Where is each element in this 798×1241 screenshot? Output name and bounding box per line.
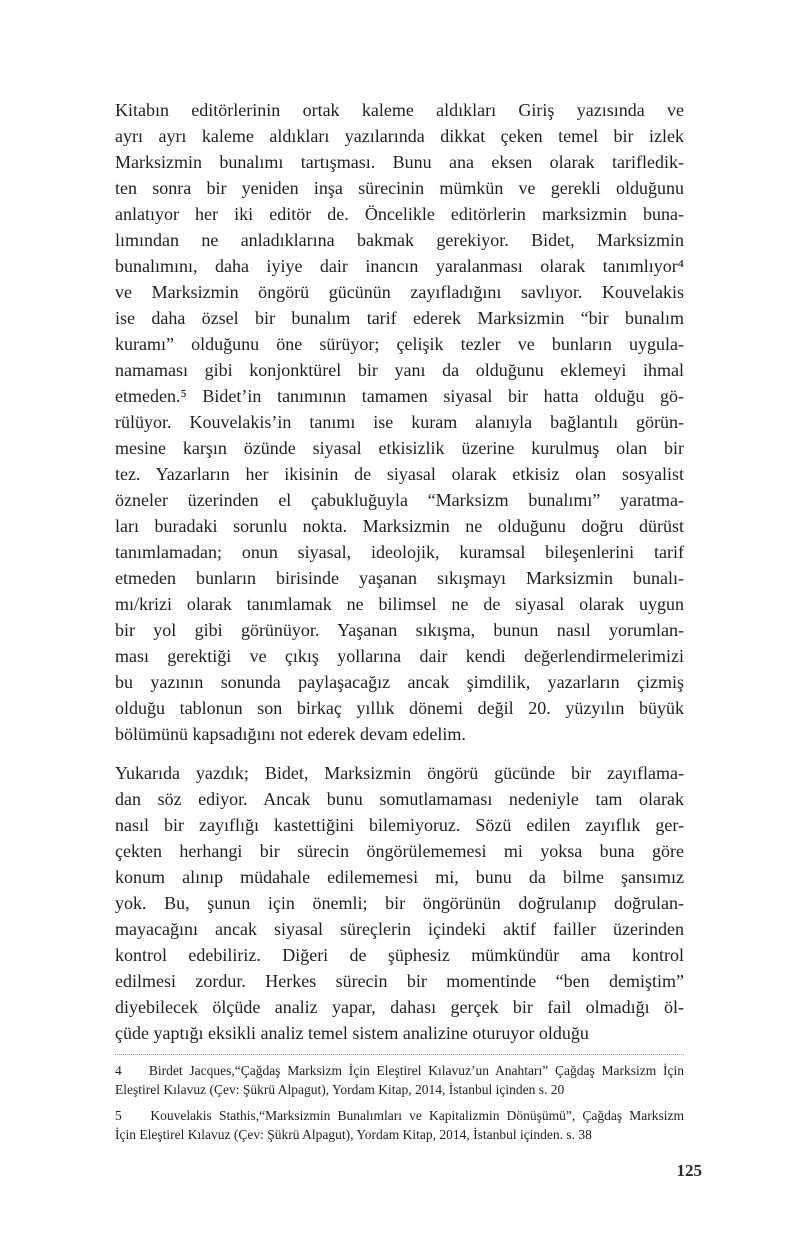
text-line: kontrol edebiliriz. Diğeri de şüphesiz mümkündür ama kontrol	[115, 945, 684, 965]
footnote-5	[115, 1106, 684, 1144]
text-line: bu yazının sonunda paylaşacağız ancak şimdilik, yazarların çizmiş	[115, 672, 684, 692]
text-line: dan söz ediyor. Ancak bunu somutlamaması nedeniyle tam olarak	[115, 789, 684, 809]
text-line: anlatıyor her iki editör de. Öncelikle editörlerin marksizmin buna-	[115, 204, 684, 224]
text-line: ise daha özsel bir bunalım tarif ederek Marksizmin “bir bunalım	[115, 308, 684, 328]
text-line: ten sonra bir yeniden inşa sürecinin mümkün ve gerekli olduğunu	[115, 178, 684, 198]
text-line: Eleştirel Kılavuz (Çev: Şükrü Alpagut), Yordam Kitap, 2014, İstanbul içinden s. 20	[115, 1082, 565, 1097]
text-line: çüde yaptığı eksikli analiz temel sistem analizine oturuyor olduğu	[115, 1023, 589, 1043]
text-line: lımından ne anladıklarına bakmak gerekiyor. Bidet, Marksizmin	[115, 230, 684, 250]
text-line: ayrı ayrı kaleme aldıkları yazılarında dikkat çeken temel bir izlek	[115, 126, 684, 146]
text-line: bir yol gibi görünüyor. Yaşanan sıkışma, bunun nasıl yorumlan-	[115, 620, 684, 640]
text-line: tez. Yazarların her ikisinin de siyasal olarak etkisiz olan sosyalist	[115, 464, 684, 484]
text-line: etmeden bunların birisinde yaşanan sıkışmayı Marksizmin bunalı-	[115, 568, 684, 588]
text-line: kuramı” olduğunu öne sürüyor; çelişik tezler ve bunların uygula-	[115, 334, 684, 354]
footnote-4	[115, 1061, 684, 1099]
text-line: özneler üzerinden el çabukluğuyla “Marksizm bunalımı” yaratma-	[115, 490, 684, 510]
text-line: Kitabın editörlerinin ortak kaleme aldıkları Giriş yazısında ve	[115, 100, 684, 120]
text-line: etmeden.⁵ Bidet’in tanımının tamamen siyasal bir hatta olduğu gö-	[115, 386, 684, 406]
text-line: Yukarıda yazdık; Bidet, Marksizmin öngörü gücünde bir zayıflama-	[115, 763, 684, 783]
text-line: ları buradaki sorunlu nokta. Marksizmin ne olduğunu doğru dürüst	[115, 516, 684, 536]
text-line: konum alınıp müdahale edilememesi mi, bunu da bilme şansımız	[115, 867, 684, 887]
text-line: mı/krizi olarak tanımlamak ne bilimsel ne de siyasal olarak uygun	[115, 594, 684, 614]
text-line: olduğu tablonun son birkaç yıllık dönemi değil 20. yüzyılın büyük	[115, 698, 684, 718]
text-line: İçin Eleştirel Kılavuz (Çev: Şükrü Alpagut), Yordam Kitap, 2014, İstanbul içinden. s. 38	[115, 1127, 592, 1142]
paragraph-1	[115, 97, 684, 747]
text-line: rülüyor. Kouvelakis’in tanımı ise kuram alanıyla bağlantılı görün-	[115, 412, 684, 432]
text-line: 4 Birdet Jacques,“Çağdaş Marksizm İçin Eleştirel Kılavuz’un Anahtarı” Çağdaş Marksizm İçin	[115, 1063, 684, 1078]
text-line: namaması gibi konjonktürel bir yanı da olduğunu eklemeyi ihmal	[115, 360, 684, 380]
text-line: ve Marksizmin öngörü gücünün zayıfladığını savlıyor. Kouvelakis	[115, 282, 684, 302]
footnotes-section	[115, 1054, 684, 1144]
page-body	[115, 97, 684, 1046]
text-line: 5 Kouvelakis Stathis,“Marksizmin Bunalımları ve Kapitalizmin Dönüşümü”, Çağdaş Marksizm	[115, 1108, 684, 1123]
text-line: Marksizmin bunalımı tartışması. Bunu ana eksen olarak tarifledik-	[115, 152, 684, 172]
text-line: ması gerektiği ve çıkış yollarına dair kendi değerlendirmelerimizi	[115, 646, 684, 666]
text-line: çekten herhangi bir sürecin öngörülememesi mi yoksa buna göre	[115, 841, 684, 861]
text-line: nasıl bir zayıflığı kastettiğini bilemiyoruz. Sözü edilen zayıflık ger-	[115, 815, 684, 835]
text-line: bunalımını, daha iyiye dair inancın yaralanması olarak tanımlıyor⁴	[115, 256, 684, 276]
page-number: 125	[676, 1161, 702, 1180]
text-line: edilmesi zordur. Herkes sürecin bir momentinde “ben demiştim”	[115, 971, 684, 991]
text-line: mesine karşın özünde siyasal etkisizlik üzerine kurulmuş olan bir	[115, 438, 684, 458]
text-line: diyebilecek ölçüde analiz yapar, dahası gerçek bir fail olmadığı öl-	[115, 997, 684, 1017]
text-line: tanımlamadan; onun siyasal, ideolojik, kuramsal bileşenlerini tarif	[115, 542, 684, 562]
text-line: bölümünü kapsadığını not ederek devam edelim.	[115, 724, 466, 744]
paragraph-2	[115, 760, 684, 1046]
text-line: mayacağını ancak siyasal süreçlerin içindeki aktif failler üzerinden	[115, 919, 684, 939]
text-line: yok. Bu, şunun için önemli; bir öngörünün doğrulanıp doğrulan-	[115, 893, 684, 913]
